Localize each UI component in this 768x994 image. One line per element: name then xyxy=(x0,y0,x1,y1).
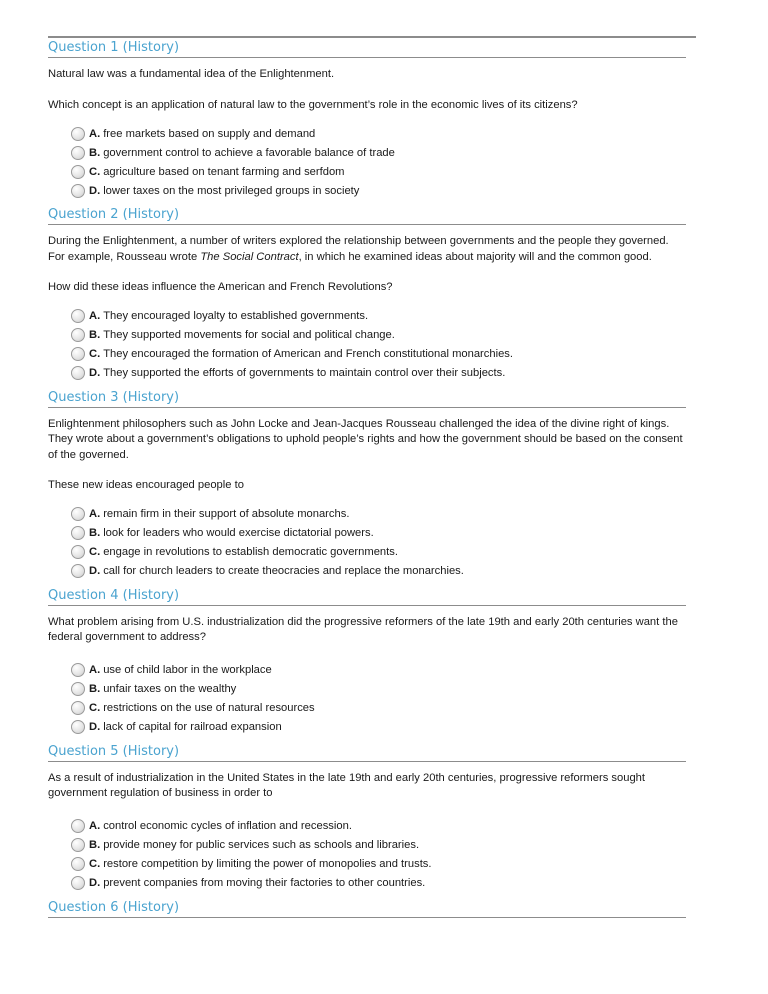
question-context xyxy=(48,234,686,265)
option-letter: C. xyxy=(89,348,101,360)
option-text: use of child labor in the workplace xyxy=(103,664,272,676)
option-d[interactable] xyxy=(71,874,686,893)
question-prompt: These new ideas encouraged people to xyxy=(48,479,244,491)
option-text: look for leaders who would exercise dictatorial powers. xyxy=(103,527,374,539)
option-c[interactable] xyxy=(71,345,686,364)
option-c[interactable] xyxy=(71,699,686,718)
radio-button[interactable] xyxy=(71,526,85,540)
option-letter: C. xyxy=(89,858,101,870)
context-text: During the Enlightenment, a number of writers explored the relationship between governments and the people they governed. For example, Rousseau wrote xyxy=(48,235,669,263)
question-header: Question 2 (History) xyxy=(48,206,686,225)
radio-button[interactable] xyxy=(71,720,85,734)
context-text: , in which he examined ideas about majority will and the common good. xyxy=(298,250,652,263)
option-a[interactable] xyxy=(71,505,686,524)
option-text: provide money for public services such as schools and libraries. xyxy=(103,839,420,851)
option-text: They encouraged the formation of American and French constitutional monarchies. xyxy=(103,348,513,360)
option-a[interactable] xyxy=(71,817,686,836)
option-letter: D. xyxy=(89,721,101,733)
option-a[interactable] xyxy=(71,307,686,326)
question-2 xyxy=(48,206,686,383)
option-d[interactable] xyxy=(71,364,686,383)
radio-button[interactable] xyxy=(71,309,85,323)
question-5 xyxy=(48,743,686,893)
option-d[interactable] xyxy=(71,562,686,581)
option-text: control economic cycles of inflation and recession. xyxy=(103,820,352,832)
option-letter: B. xyxy=(89,839,101,851)
question-header: Question 1 (History) xyxy=(48,39,686,58)
option-letter: D. xyxy=(89,184,101,197)
question-header: Question 6 (History) xyxy=(48,899,686,918)
option-text: restore competition by limiting the power of monopolies and trusts. xyxy=(103,858,432,870)
question-prompt: Which concept is an application of natural law to the government’s role in the economic lives of its citizens? xyxy=(48,98,578,111)
question-1 xyxy=(48,39,686,200)
option-b[interactable] xyxy=(71,524,686,543)
option-text: free markets based on supply and demand xyxy=(103,127,316,140)
option-letter: A. xyxy=(89,664,101,676)
option-b[interactable] xyxy=(71,836,686,855)
option-text: They supported movements for social and political change. xyxy=(103,329,395,341)
option-b[interactable] xyxy=(71,326,686,345)
option-text: lower taxes on the most privileged groups in society xyxy=(103,184,360,197)
option-letter: A. xyxy=(89,127,101,140)
top-divider xyxy=(48,36,696,38)
question-header: Question 5 (History) xyxy=(48,743,686,762)
option-letter: A. xyxy=(89,820,101,832)
option-letter: D. xyxy=(89,565,101,577)
option-text: restrictions on the use of natural resources xyxy=(103,702,315,714)
question-header: Question 3 (History) xyxy=(48,389,686,408)
option-letter: D. xyxy=(89,367,101,379)
radio-button[interactable] xyxy=(71,366,85,380)
option-text: government control to achieve a favorable balance of trade xyxy=(103,146,395,159)
option-b[interactable] xyxy=(71,680,686,699)
option-a[interactable] xyxy=(71,661,686,680)
radio-button[interactable] xyxy=(71,564,85,578)
radio-button[interactable] xyxy=(71,507,85,521)
radio-button[interactable] xyxy=(71,347,85,361)
question-context: Enlightenment philosophers such as John Locke and Jean-Jacques Rousseau challenged the idea of the divine right of kings. They wrote about a government’s obligations to uphold people’s rights and how the government should be based on the consent of the governed. xyxy=(48,417,683,461)
option-letter: C. xyxy=(89,702,101,714)
option-c[interactable] xyxy=(71,162,686,181)
option-d[interactable] xyxy=(71,181,686,200)
option-text: call for church leaders to create theocracies and replace the monarchies. xyxy=(103,565,464,577)
option-letter: D. xyxy=(89,877,101,889)
radio-button[interactable] xyxy=(71,663,85,677)
option-letter: C. xyxy=(89,546,101,558)
answer-options xyxy=(48,817,686,893)
radio-button[interactable] xyxy=(71,146,85,160)
book-title: The Social Contract xyxy=(200,250,299,263)
option-b[interactable] xyxy=(71,143,686,162)
option-letter: B. xyxy=(89,683,101,695)
radio-button[interactable] xyxy=(71,165,85,179)
option-letter: B. xyxy=(89,329,101,341)
radio-button[interactable] xyxy=(71,545,85,559)
option-letter: C. xyxy=(89,165,101,178)
radio-button[interactable] xyxy=(71,682,85,696)
option-text: unfair taxes on the wealthy xyxy=(103,683,237,695)
radio-button[interactable] xyxy=(71,838,85,852)
question-context: As a result of industrialization in the United States in the late 19th and early 20th centuries, progressive reformers sought government regulation of business in order to xyxy=(48,771,645,799)
question-context: Natural law was a fundamental idea of the Enlightenment. xyxy=(48,68,335,80)
option-d[interactable] xyxy=(71,718,686,737)
radio-button[interactable] xyxy=(71,184,85,198)
option-letter: A. xyxy=(89,310,101,322)
question-context: What problem arising from U.S. industrialization did the progressive reformers of the late 19th and early 20th centuries want the federal government to address? xyxy=(48,615,678,643)
question-4 xyxy=(48,587,686,737)
answer-options xyxy=(48,124,686,200)
question-3 xyxy=(48,389,686,581)
option-letter: A. xyxy=(89,508,101,520)
option-text: lack of capital for railroad expansion xyxy=(103,721,282,733)
option-a[interactable] xyxy=(71,124,686,143)
radio-button[interactable] xyxy=(71,819,85,833)
option-text: prevent companies from moving their factories to other countries. xyxy=(103,877,426,889)
option-c[interactable] xyxy=(71,855,686,874)
radio-button[interactable] xyxy=(71,701,85,715)
option-text: agriculture based on tenant farming and serfdom xyxy=(103,165,345,178)
option-text: remain firm in their support of absolute monarchs. xyxy=(103,508,350,520)
radio-button[interactable] xyxy=(71,857,85,871)
answer-options xyxy=(48,661,686,737)
option-letter: B. xyxy=(89,527,101,539)
option-c[interactable] xyxy=(71,543,686,562)
option-text: They encouraged loyalty to established governments. xyxy=(103,310,369,322)
radio-button[interactable] xyxy=(71,876,85,890)
quiz-page xyxy=(48,39,686,927)
question-header: Question 4 (History) xyxy=(48,587,686,606)
question-6 xyxy=(48,899,686,918)
option-text: They supported the efforts of governments to maintain control over their subjects. xyxy=(103,367,506,379)
question-prompt: How did these ideas influence the American and French Revolutions? xyxy=(48,281,393,293)
option-letter: B. xyxy=(89,146,101,159)
answer-options xyxy=(48,307,686,383)
option-text: engage in revolutions to establish democratic governments. xyxy=(103,546,398,558)
radio-button[interactable] xyxy=(71,127,85,141)
answer-options xyxy=(48,505,686,581)
radio-button[interactable] xyxy=(71,328,85,342)
